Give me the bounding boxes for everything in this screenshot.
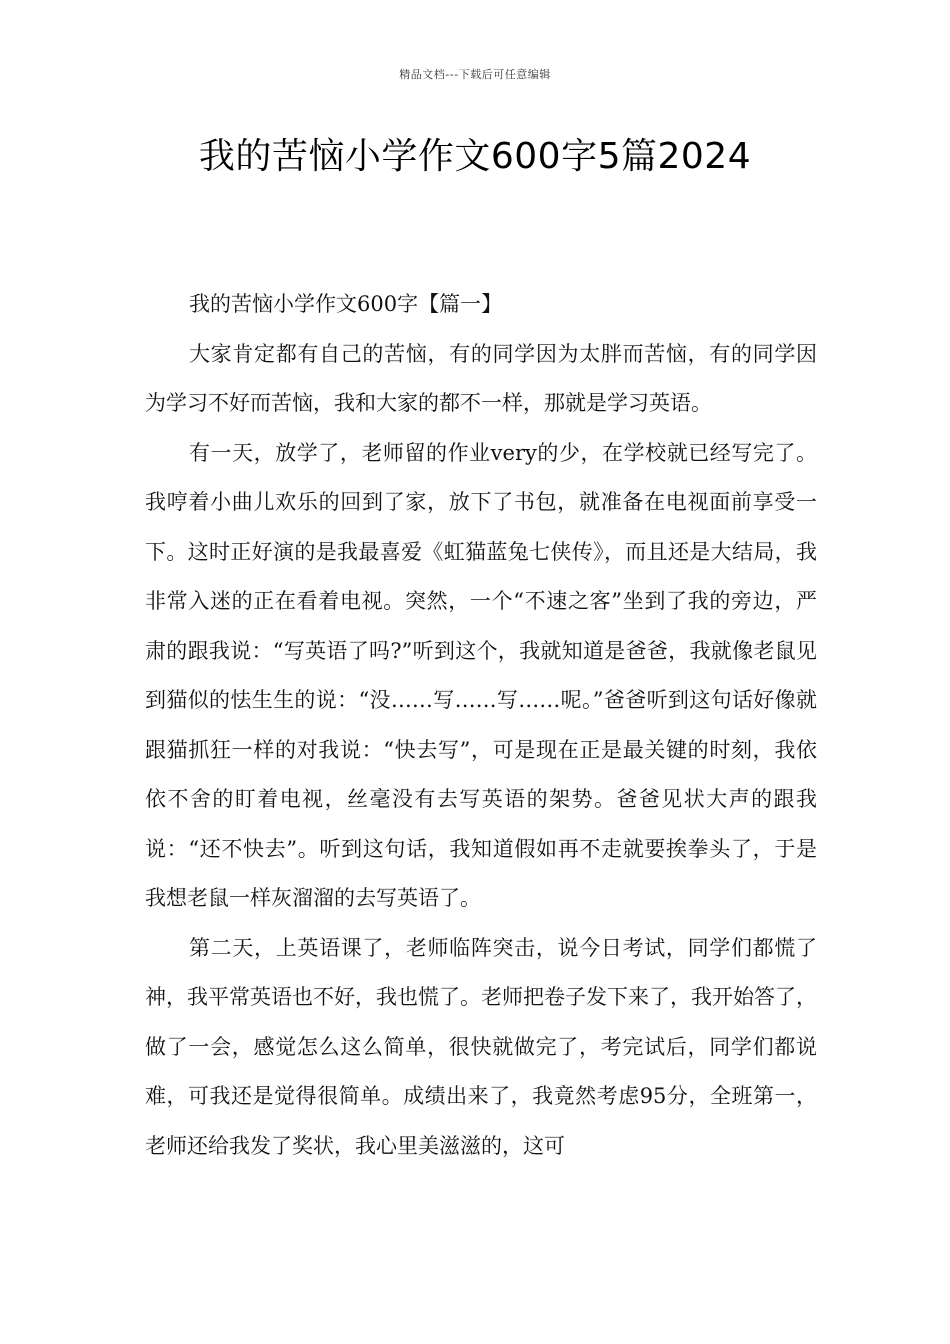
section-heading: 我的苦恼小学作文600字【篇一】: [189, 292, 503, 316]
paragraph-3: 第二天，上英语课了，老师临阵突击，说今日考试，同学们都慌了神，我平常英语也不好，我也慌了。老师把卷子发下来了，我开始答了，做了一会，感觉怎么这么简单，很快就做完了，考完试后，同学们都说难，可我还是觉得很简单。成绩出来了，我竟然考虑95分，全班第一，老师还给我发了奖状，我心里美滋滋的，这可: [145, 935, 817, 1158]
paragraph-1: 大家肯定都有自己的苦恼，有的同学因为太胖而苦恼，有的同学因为学习不好而苦恼，我和大家的都不一样，那就是学习英语。: [145, 341, 817, 415]
paragraph-2: 有一天，放学了，老师留的作业very的少，在学校就已经写完了。我哼着小曲儿欢乐的回到了家，放下了书包，就准备在电视面前享受一下。这时正好演的是我最喜爱《虹猫蓝兔七侠传》，而且还是大结局，我非常入迷的正在看着电视。突然，一个“不速之客”坐到了我的旁边，严肃的跟我说：“写英语了吗?”听到这个，我就知道是爸爸，我就像老鼠见到猫似的怯生生的说：“没……写……写……呢。”爸爸听到这句话好像就跟猫抓狂一样的对我说：“快去写”，可是现在正是最关键的时刻，我依依不舍的盯着电视，丝毫没有去写英语的架势。爸爸见状大声的跟我说：“还不快去”。听到这句话，我知道假如再不走就要挨拳头了，于是我想老鼠一样灰溜溜的去写英语了。: [145, 440, 817, 910]
document-title: 我的苦恼小学作文600字5篇2024: [198, 136, 752, 177]
running-header: 精品文档---下载后可任意编辑: [399, 68, 551, 81]
document-body: [145, 280, 817, 1171]
